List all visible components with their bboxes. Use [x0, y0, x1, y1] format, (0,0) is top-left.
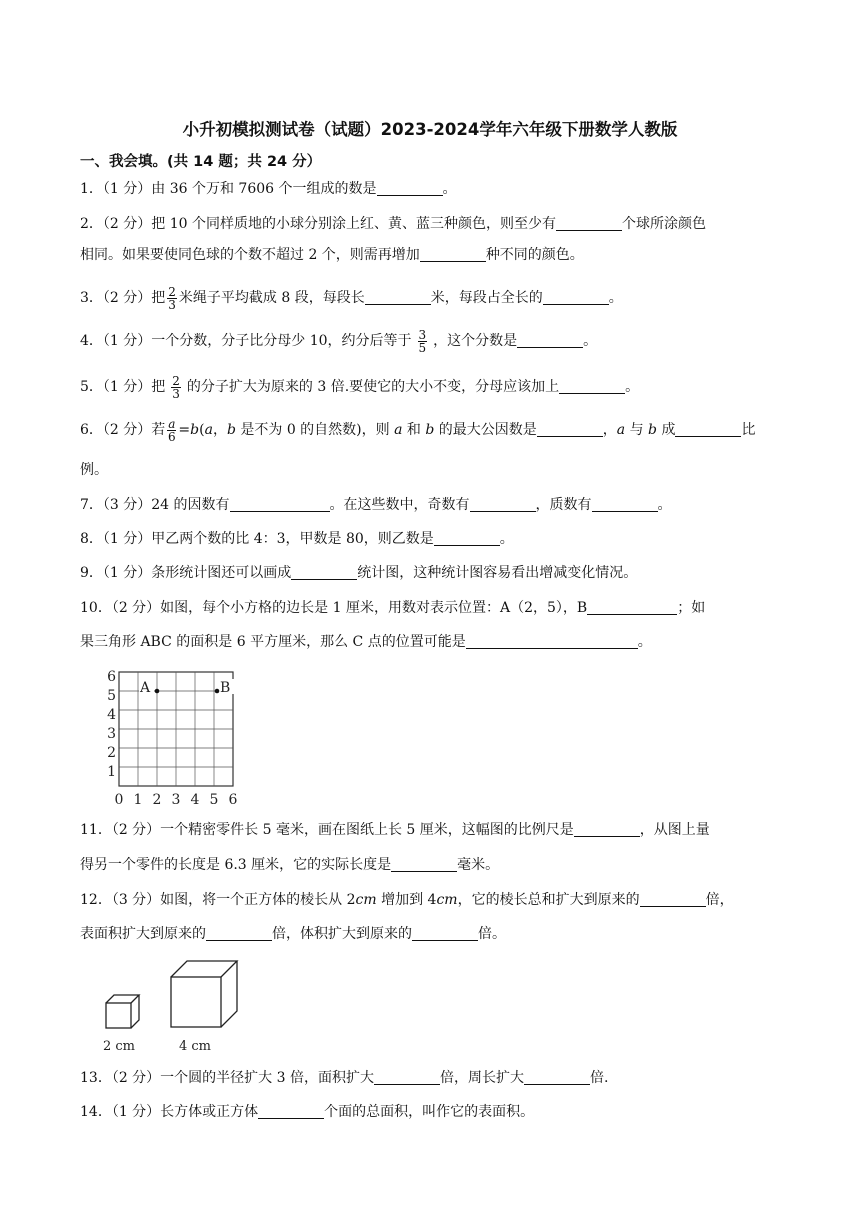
question-11 — [80, 815, 780, 846]
unit: cm — [355, 892, 377, 908]
question-text: 长方体或正方体 — [160, 1104, 259, 1120]
punctuation: 。 — [637, 634, 652, 650]
answer-blank[interactable] — [230, 496, 330, 512]
question-text: ，从图上量 — [639, 822, 710, 838]
question-6-line-2 — [80, 455, 780, 486]
answer-blank[interactable] — [206, 925, 272, 941]
fraction-numerator: 2 — [172, 373, 180, 388]
question-text: 米，每段占全长的 — [430, 290, 543, 306]
question-text: 得另一个零件的长度是 6.3 厘米，它的实际长度是 — [80, 857, 392, 873]
question-1 — [80, 174, 780, 205]
question-text: 的最大公因数是 — [434, 422, 537, 438]
x-tick-label: 3 — [171, 792, 181, 808]
y-tick-label: 5 — [107, 688, 116, 704]
y-tick-label: 1 — [107, 764, 116, 780]
answer-blank[interactable] — [524, 1069, 590, 1085]
point-a-label: A — [140, 680, 151, 696]
fraction — [167, 286, 177, 311]
large-cube — [171, 961, 237, 1027]
answer-blank[interactable] — [365, 289, 431, 305]
fraction-numerator: 3 — [418, 327, 427, 342]
question-text: 由 36 个万和 7606 个一组成的数是 — [151, 181, 377, 197]
question-text: 条形统计图还可以画成 — [151, 565, 292, 581]
punctuation: 。 — [657, 497, 672, 513]
fraction-numerator: a — [168, 416, 176, 431]
answer-blank[interactable] — [470, 496, 536, 512]
question-number: 4．（1 分） — [80, 333, 152, 349]
question-text: 倍，周长扩大 — [439, 1070, 524, 1086]
variable: b — [190, 422, 200, 438]
variable: b — [425, 422, 435, 438]
question-text: ( — [199, 422, 205, 438]
fraction-denominator: 3 — [168, 297, 176, 312]
x-tick-label: 0 — [114, 792, 124, 808]
answer-blank[interactable] — [592, 496, 658, 512]
fraction-denominator: 6 — [168, 429, 176, 444]
small-cube-label: 2 cm — [103, 1039, 136, 1054]
question-7 — [80, 490, 780, 521]
x-tick-label: 5 — [209, 792, 219, 808]
question-text: 把 — [151, 290, 166, 306]
question-number: 1．（1 分） — [80, 181, 152, 197]
x-tick-label: 4 — [190, 792, 200, 808]
punctuation: 倍. — [589, 1070, 609, 1086]
question-11-line-2 — [80, 850, 780, 881]
question-text: 米绳子平均截成 8 段，每段长 — [178, 290, 365, 306]
question-text: 。在这些数中，奇数有 — [329, 497, 470, 513]
variable: b — [648, 422, 658, 438]
question-text: 是不为 0 的自然数)，则 — [235, 422, 395, 438]
fraction — [171, 375, 181, 400]
question-number: 3．（2 分） — [80, 290, 152, 306]
punctuation: 。 — [583, 333, 598, 349]
page-title: 小升初模拟测试卷（试题）2023-2024学年六年级下册数学人教版 — [182, 120, 678, 139]
answer-blank[interactable] — [434, 530, 500, 546]
y-tick-label: 2 — [107, 745, 116, 761]
section-heading: 一、我会填。(共 14 题；共 24 分） — [80, 154, 322, 170]
fraction-numerator: 2 — [168, 284, 176, 299]
question-text: 倍，体积扩大到原来的 — [272, 926, 412, 942]
question-6 — [80, 415, 780, 446]
punctuation: 。 — [442, 181, 457, 197]
question-text: 如图，每个小方格的边长是 1 厘米，用数对表示位置：A（2，5），B — [160, 600, 588, 616]
answer-blank[interactable] — [412, 925, 478, 941]
variable: a — [616, 422, 626, 438]
question-number: 12．（3 分） — [80, 892, 161, 908]
question-text: 个面的总面积，叫作它的表面积。 — [324, 1104, 535, 1120]
question-text: 统计图，这种统计图容易看出增减变化情况。 — [357, 565, 638, 581]
question-text: 种不同的颜色。 — [485, 247, 584, 263]
answer-blank[interactable] — [537, 421, 603, 437]
question-text: 把 — [151, 379, 166, 395]
question-text: 如图，将一个正方体的棱长从 2 — [160, 892, 356, 908]
answer-blank[interactable] — [377, 180, 443, 196]
question-14 — [80, 1097, 780, 1128]
answer-blank[interactable] — [374, 1069, 440, 1085]
question-text: 相同。如果要使同色球的个数不超过 2 个，则需再增加 — [80, 247, 420, 263]
question-text: 把 10 个同样质地的小球分别涂上红、黄、蓝三种颜色，则至少有 — [151, 216, 556, 232]
answer-blank[interactable] — [391, 856, 457, 872]
question-10-line-2 — [80, 627, 780, 658]
y-tick-label: 4 — [107, 707, 116, 723]
variable: a — [394, 422, 403, 438]
answer-blank[interactable] — [587, 599, 677, 615]
question-text: ， — [212, 422, 227, 438]
question-number: 11．（2 分） — [80, 822, 161, 838]
question-text: 果三角形 ABC 的面积是 6 平方厘米，那么 C 点的位置可能是 — [80, 634, 466, 650]
point-b-label: B — [220, 680, 231, 696]
answer-blank[interactable] — [675, 421, 741, 437]
answer-blank[interactable] — [517, 332, 583, 348]
fraction-denominator: 5 — [418, 340, 427, 355]
question-10 — [80, 593, 780, 624]
variable: a — [204, 422, 213, 438]
question-number: 14．（1 分） — [80, 1104, 161, 1120]
question-text: 和 — [402, 422, 426, 438]
question-text: 比 — [741, 422, 756, 438]
question-number: 10．（2 分） — [80, 600, 161, 616]
answer-blank[interactable] — [466, 633, 638, 649]
question-text: ， — [602, 422, 617, 438]
question-text: 表面积扩大到原来的 — [80, 926, 206, 942]
fraction — [167, 418, 176, 443]
question-text: 的分子扩大为原来的 3 倍.要使它的大小不变，分母应该加上 — [186, 379, 560, 395]
question-8 — [80, 524, 780, 555]
question-text: ，它的棱长总和扩大到原来的 — [457, 892, 640, 908]
fraction-denominator: 3 — [172, 386, 180, 401]
question-text: 若 — [151, 422, 166, 438]
question-text: 毫米。 — [457, 857, 500, 873]
question-12-line-2 — [80, 919, 780, 950]
answer-blank[interactable] — [543, 289, 609, 305]
answer-blank[interactable] — [258, 1103, 324, 1119]
answer-blank[interactable] — [291, 564, 357, 580]
question-number: 2．（2 分） — [80, 216, 152, 232]
answer-blank[interactable] — [640, 891, 706, 907]
question-text: 甲乙两个数的比 4：3，甲数是 80，则乙数是 — [151, 531, 434, 547]
question-3 — [80, 283, 780, 314]
fraction — [418, 329, 428, 354]
question-text: = — [178, 422, 191, 438]
unit: cm — [436, 892, 458, 908]
point-b-dot — [215, 689, 220, 694]
answer-blank[interactable] — [556, 215, 622, 231]
answer-blank[interactable] — [559, 378, 625, 394]
question-text: ，质数有 — [535, 497, 592, 513]
question-5 — [80, 372, 780, 403]
question-text: 成 — [657, 422, 676, 438]
question-text: 24 的因数有 — [151, 497, 230, 513]
punctuation: 倍。 — [478, 926, 506, 942]
coordinate-grid-figure — [100, 662, 250, 810]
question-12 — [80, 885, 780, 916]
punctuation: 。 — [608, 290, 623, 306]
question-4 — [80, 326, 780, 357]
y-tick-label: 6 — [107, 669, 116, 685]
point-a-dot — [155, 689, 160, 694]
question-text: 个球所涂颜色 — [621, 216, 706, 232]
small-cube — [106, 995, 139, 1028]
punctuation: 。 — [625, 379, 640, 395]
y-tick-label: 3 — [107, 726, 116, 742]
question-text: ；如 — [677, 600, 706, 616]
punctuation: 。 — [499, 531, 514, 547]
question-number: 7．（3 分） — [80, 497, 152, 513]
answer-blank[interactable] — [420, 246, 486, 262]
question-13 — [80, 1063, 780, 1094]
question-text: 倍， — [705, 892, 734, 908]
question-text: 一个精密零件长 5 毫米，画在图纸上长 5 厘米，这幅图的比例尺是 — [160, 822, 574, 838]
question-number: 13．（2 分） — [80, 1070, 161, 1086]
x-tick-label: 6 — [228, 792, 238, 808]
question-number: 5．（1 分） — [80, 379, 152, 395]
question-text: 增加到 4 — [376, 892, 437, 908]
answer-blank[interactable] — [574, 821, 640, 837]
cubes-figure — [95, 955, 255, 1060]
question-number: 8．（1 分） — [80, 531, 152, 547]
question-2-line-2 — [80, 240, 780, 271]
question-text: 例。 — [80, 462, 108, 478]
question-text: 一个圆的半径扩大 3 倍，面积扩大 — [160, 1070, 374, 1086]
variable: b — [226, 422, 236, 438]
question-text: 与 — [625, 422, 649, 438]
question-9 — [80, 558, 780, 589]
x-tick-label: 2 — [152, 792, 162, 808]
x-tick-label: 1 — [133, 792, 143, 808]
large-cube-label: 4 cm — [179, 1039, 212, 1054]
question-text: 一个分数，分子比分母少 10，约分后等于 — [151, 333, 412, 349]
question-2 — [80, 209, 780, 240]
question-number: 6．（2 分） — [80, 422, 152, 438]
question-number: 9．（1 分） — [80, 565, 152, 581]
question-text: ，这个分数是 — [433, 333, 518, 349]
